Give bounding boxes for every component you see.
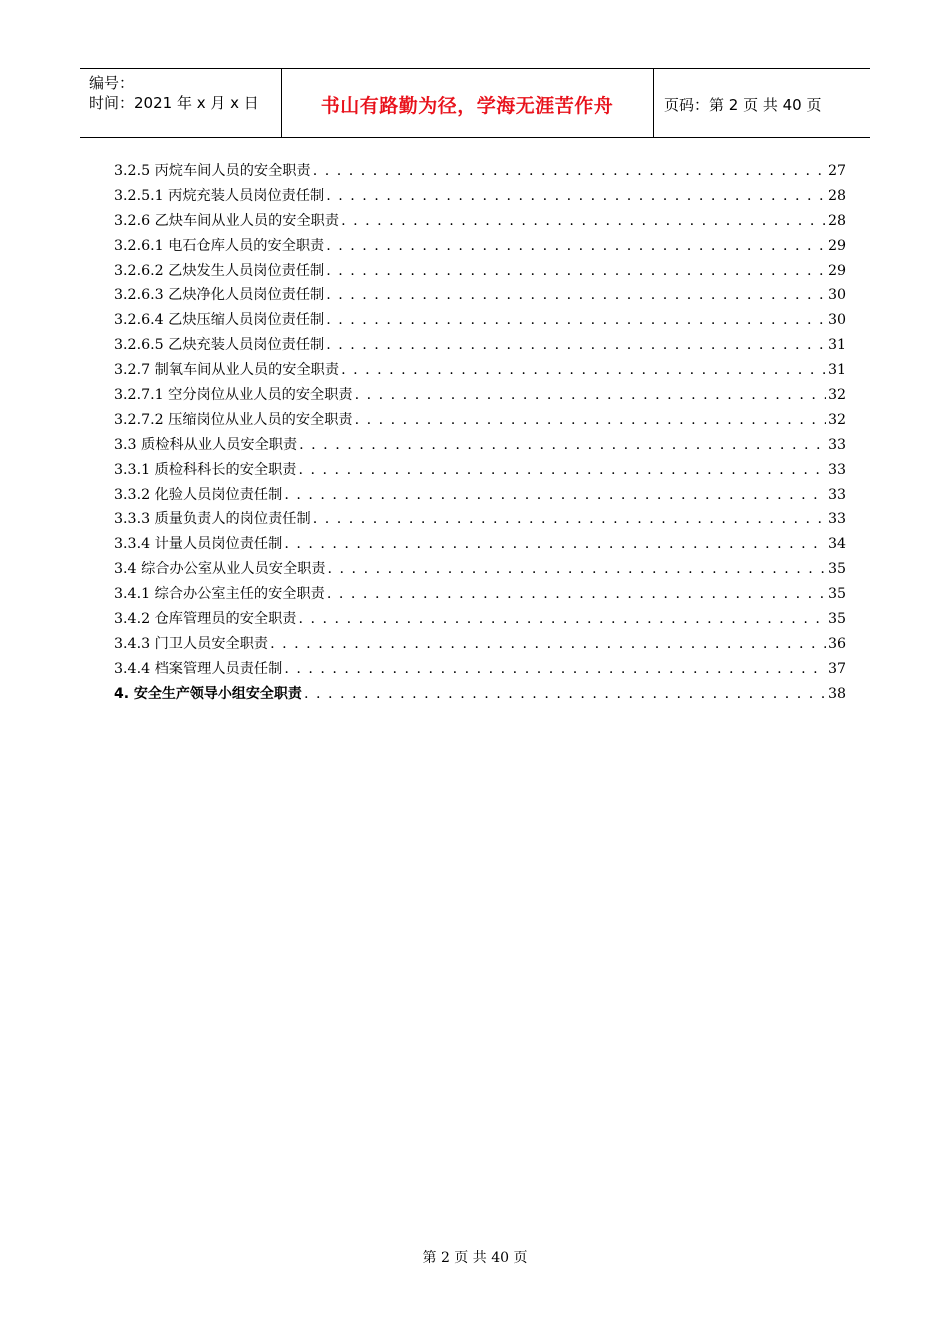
motto: 书山有路勤为径，学海无涯苦作舟 <box>320 95 614 117</box>
page-code: 页码：第 2 页 共 40 页 <box>664 96 822 114</box>
toc-entry[interactable] <box>114 359 846 384</box>
toc-entry[interactable] <box>114 459 846 484</box>
toc-leader-dots <box>313 511 826 527</box>
toc-leader-dots <box>326 188 826 204</box>
toc-entry-title: 3.3.4 计量人员岗位责任制 <box>114 536 283 553</box>
toc-entry-page: 31 <box>827 362 846 379</box>
toc-leader-dots <box>341 362 826 378</box>
toc-entry-page: 37 <box>827 660 846 677</box>
toc-entry[interactable] <box>114 284 846 309</box>
toc-entry-page: 28 <box>827 212 846 229</box>
toc-entry-title: 4. 安全生产领导小组安全职责 <box>114 685 302 702</box>
toc-entry-page: 36 <box>827 635 846 652</box>
toc-entry[interactable] <box>114 409 846 434</box>
toc-leader-dots <box>284 536 826 552</box>
toc-entry-title: 3.2.5 丙烷车间人员的安全职责 <box>114 163 311 179</box>
time-label: 时间：2021 年 x 月 x 日 <box>89 94 259 112</box>
toc-entry[interactable] <box>114 683 846 708</box>
toc-entry-title: 3.3.1 质检科科长的安全职责 <box>114 461 297 478</box>
toc-entry-title: 3.2.6.2 乙炔发生人员岗位责任制 <box>114 262 325 279</box>
toc-leader-dots <box>326 337 826 353</box>
toc-entry-page: 32 <box>827 411 846 428</box>
toc-entry[interactable] <box>114 633 846 658</box>
toc-entry[interactable] <box>114 309 846 334</box>
toc-leader-dots <box>328 561 826 577</box>
toc-entry-title: 3.4 综合办公室从业人员安全职责 <box>114 561 326 578</box>
toc-entry-page: 33 <box>827 436 846 453</box>
toc-entry[interactable] <box>114 533 846 558</box>
toc-entry[interactable] <box>114 384 846 409</box>
header-motto-cell <box>281 69 654 137</box>
toc-entry-page: 35 <box>827 611 846 628</box>
toc-entry-title: 3.2.6 乙炔车间从业人员的安全职责 <box>114 212 340 229</box>
toc-entry[interactable] <box>114 334 846 359</box>
toc-entry-page: 35 <box>827 561 846 578</box>
toc-entry-page: 33 <box>827 461 846 478</box>
toc-entry[interactable] <box>114 235 846 260</box>
toc-entry[interactable] <box>114 608 846 633</box>
toc-entry-page: 27 <box>827 163 846 179</box>
toc-leader-dots <box>326 287 826 303</box>
toc-leader-dots <box>284 661 826 677</box>
toc-leader-dots <box>355 387 826 403</box>
toc-leader-dots <box>326 263 826 279</box>
toc-entry[interactable] <box>114 508 846 533</box>
toc-entry-page: 33 <box>827 486 846 503</box>
toc-entry[interactable] <box>114 558 846 583</box>
toc-entry-title: 3.4.2 仓库管理员的安全职责 <box>114 611 297 628</box>
toc-entry-title: 3.2.6.5 乙炔充装人员岗位责任制 <box>114 337 325 354</box>
toc-entry-page: 29 <box>827 237 846 254</box>
toc-leader-dots <box>341 213 826 229</box>
toc-entry-title: 3.2.5.1 丙烷充装人员岗位责任制 <box>114 187 325 204</box>
toc-entry-page: 33 <box>827 511 846 528</box>
toc-entry[interactable] <box>114 260 846 285</box>
toc-entry-page: 30 <box>827 287 846 304</box>
toc-leader-dots <box>326 238 826 254</box>
page-footer: 第 2 页 共 40 页 <box>422 1250 528 1266</box>
toc-entry-page: 38 <box>827 685 846 702</box>
toc-entry-title: 3.4.3 门卫人员安全职责 <box>114 635 269 652</box>
table-of-contents <box>114 160 846 708</box>
toc-entry-page: 28 <box>827 187 846 204</box>
toc-entry-title: 3.2.7.1 空分岗位从业人员的安全职责 <box>114 387 353 404</box>
toc-entry-title: 3.3 质检科从业人员安全职责 <box>114 436 298 453</box>
toc-entry[interactable] <box>114 160 846 185</box>
toc-entry[interactable] <box>114 484 846 509</box>
toc-entry[interactable] <box>114 583 846 608</box>
toc-entry-title: 3.2.7.2 压缩岗位从业人员的安全职责 <box>114 411 353 428</box>
toc-entry[interactable] <box>114 434 846 459</box>
toc-entry-page: 32 <box>827 387 846 404</box>
toc-entry-title: 3.4.4 档案管理人员责任制 <box>114 660 283 677</box>
toc-entry-title: 3.2.6.3 乙炔净化人员岗位责任制 <box>114 287 325 304</box>
toc-entry-title: 3.2.6.4 乙炔压缩人员岗位责任制 <box>114 312 325 329</box>
toc-leader-dots <box>313 163 826 179</box>
header-info-cell <box>80 69 282 137</box>
header-page-cell <box>654 69 870 137</box>
toc-entry-page: 35 <box>827 586 846 603</box>
toc-leader-dots <box>355 412 826 428</box>
toc-leader-dots <box>327 586 826 602</box>
toc-entry-title: 3.4.1 综合办公室主任的安全职责 <box>114 586 325 603</box>
toc-entry-page: 29 <box>827 262 846 279</box>
toc-entry-page: 30 <box>827 312 846 329</box>
page-header <box>80 68 870 138</box>
toc-leader-dots <box>284 487 826 503</box>
toc-entry-page: 34 <box>827 536 846 553</box>
toc-leader-dots <box>299 611 826 627</box>
toc-leader-dots <box>270 636 826 652</box>
toc-entry[interactable] <box>114 185 846 210</box>
toc-entry[interactable] <box>114 658 846 683</box>
toc-entry[interactable] <box>114 210 846 235</box>
toc-leader-dots <box>299 437 826 453</box>
toc-leader-dots <box>304 686 826 702</box>
toc-entry-title: 3.2.6.1 电石仓库人员的安全职责 <box>114 237 325 254</box>
toc-entry-title: 3.2.7 制氧车间从业人员的安全职责 <box>114 362 340 379</box>
toc-leader-dots <box>326 312 826 328</box>
toc-entry-title: 3.3.3 质量负责人的岗位责任制 <box>114 511 311 528</box>
toc-leader-dots <box>299 462 826 478</box>
toc-entry-title: 3.3.2 化验人员岗位责任制 <box>114 486 283 503</box>
toc-entry-page: 31 <box>827 337 846 354</box>
number-label: 编号： <box>89 74 135 92</box>
